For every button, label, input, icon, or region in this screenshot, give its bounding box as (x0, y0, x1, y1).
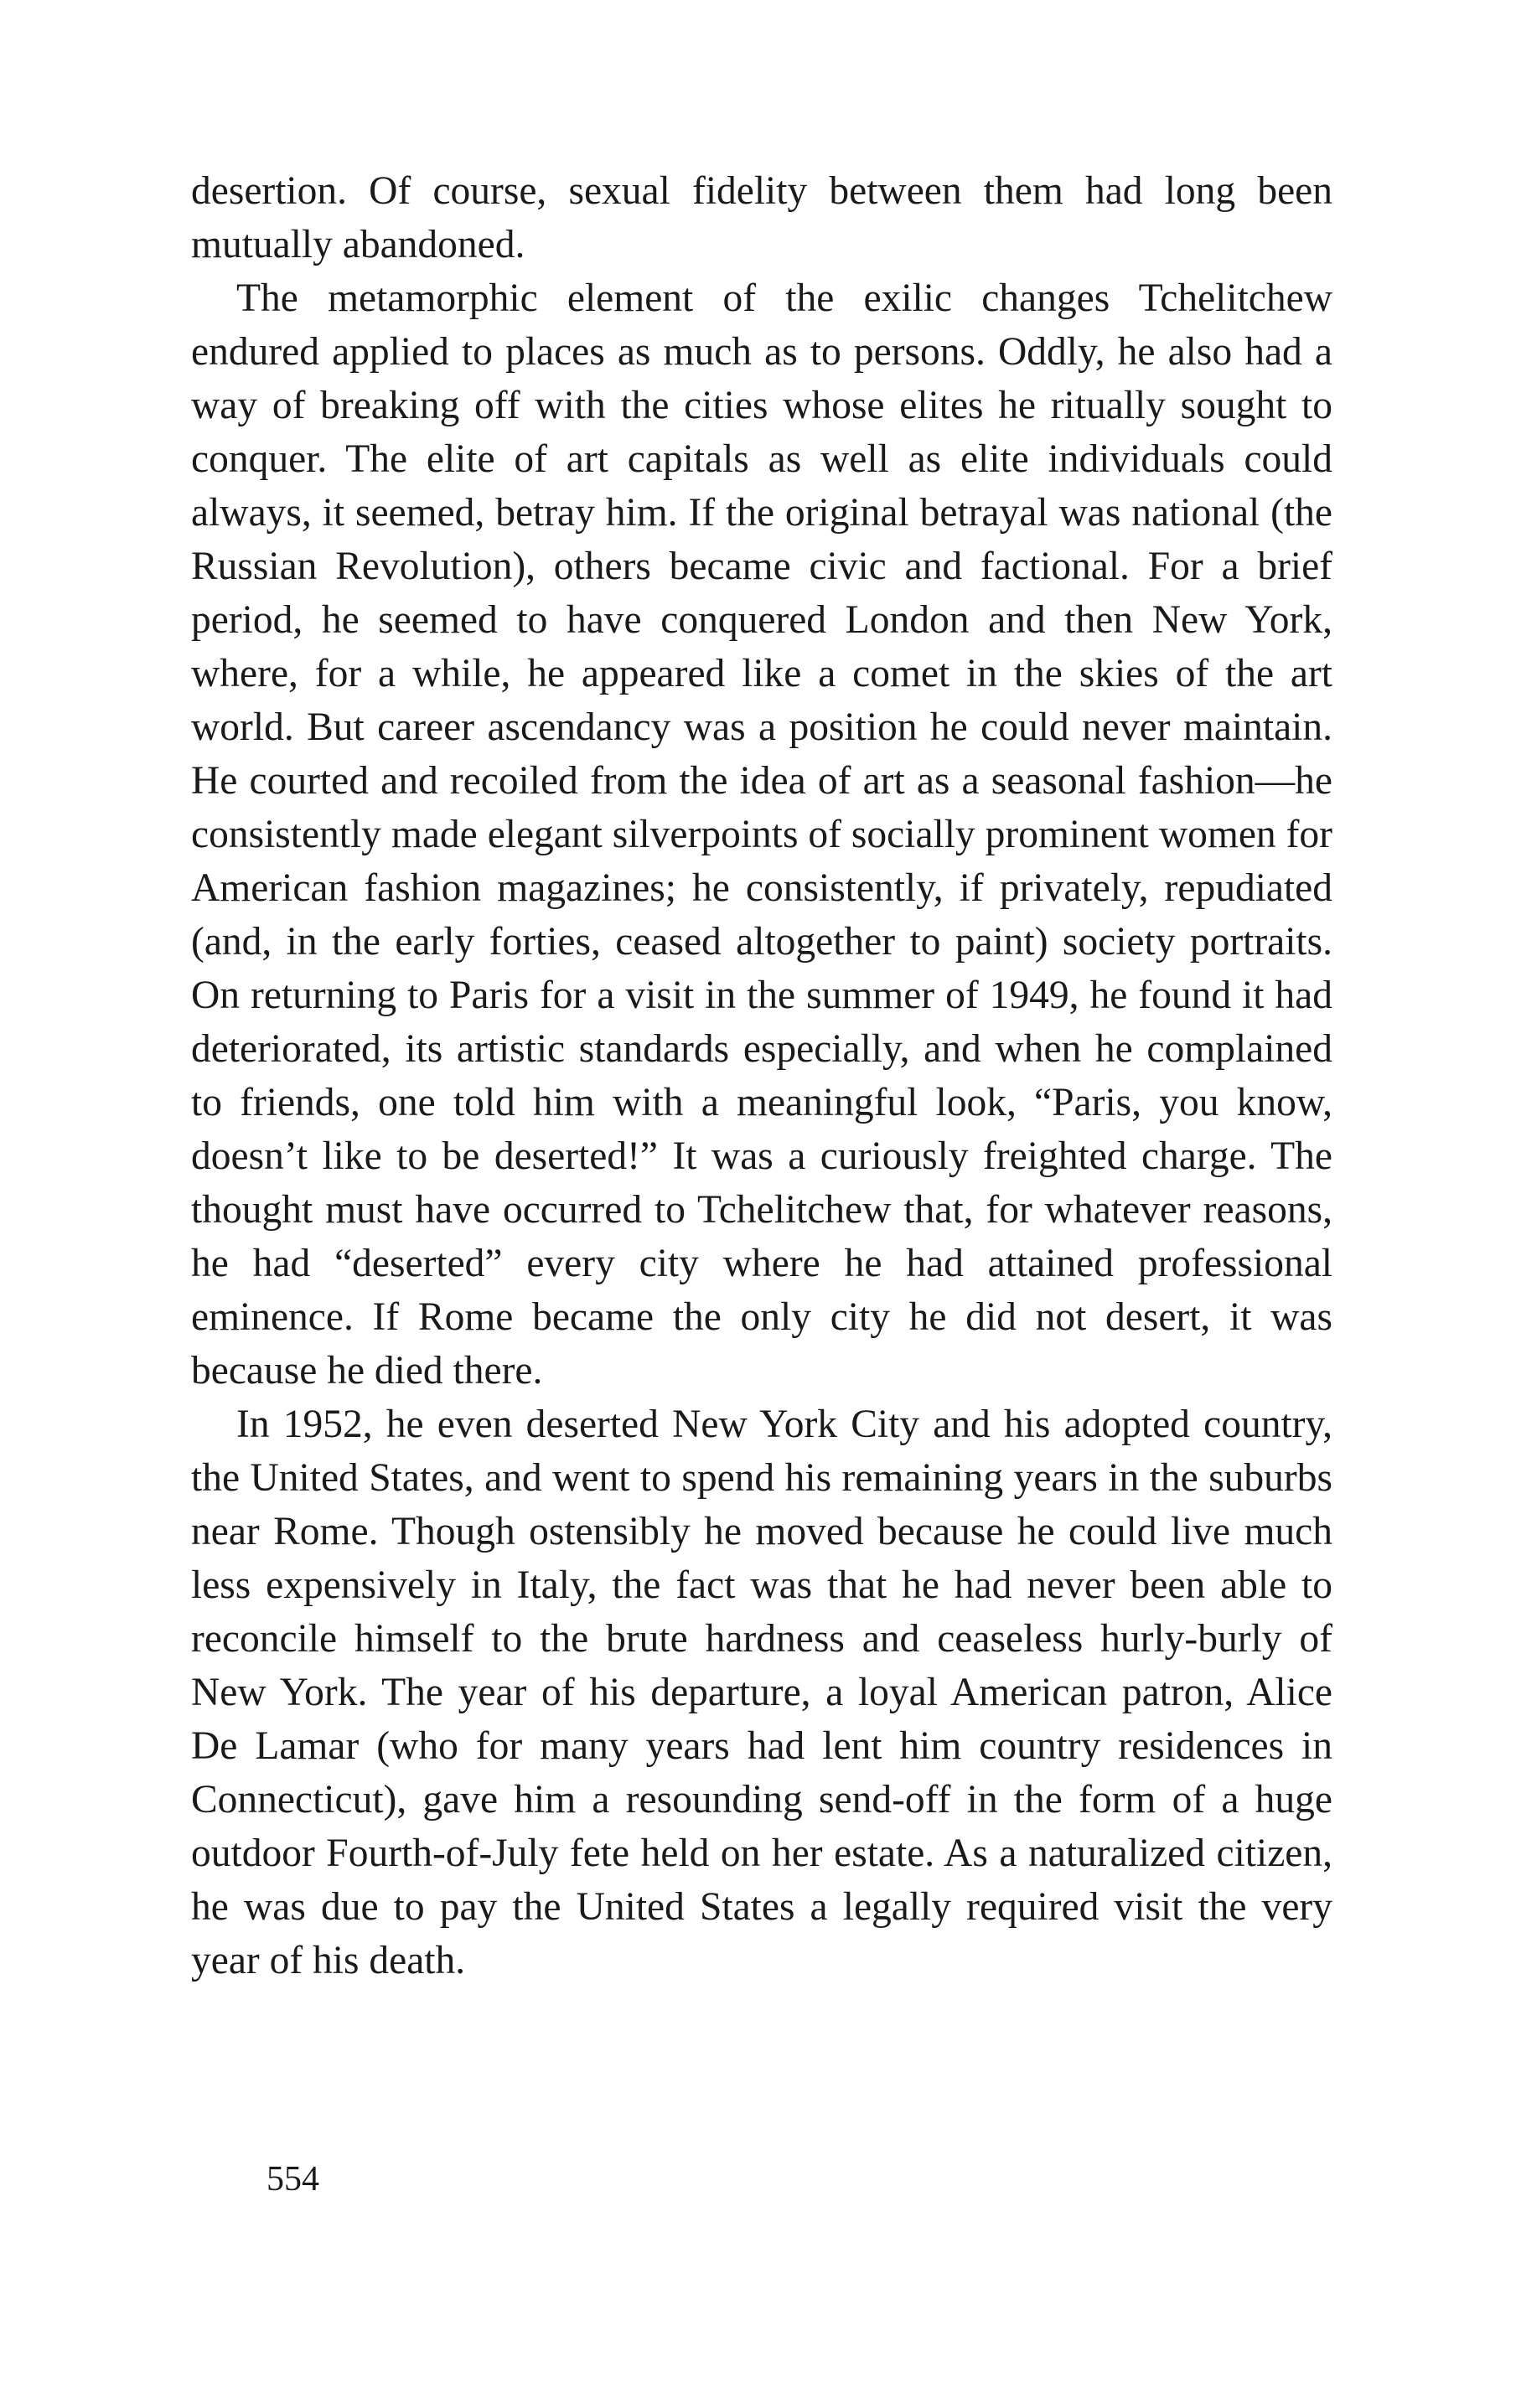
paragraph-continued: desertion. Of course, sexual fidelity between them had long been mutually abandoned. (191, 169, 1332, 266)
body-text (191, 164, 1332, 1987)
paragraph-metamorphic: The metamorphic element of the exilic changes Tchelitchew endured applied to places as much as to persons. Oddly, he also had a way of breaking off with the cities whose elites he ritually sought to conquer. The elite of art capitals as well as elite individuals could always, it seemed, betray him. If the original betrayal was national (the Russian Revolution), others became civic and factional. For a brief period, he seemed to have conquered London and then New York, where, for a while, he appeared like a comet in the skies of the art world. But career ascendancy was a position he could never maintain. He courted and recoiled from the idea of art as a seasonal fashion—he consistently made elegant silverpoints of socially prominent women for American fashion magazines; he consistently, if privately, repudiated (and, in the early forties, ceased altogether to paint) society portraits. On returning to Paris for a visit in the summer of 1949, he found it had deteriorated, its artistic standards especially, and when he complained to friends, one told him with a meaningful look, “Paris, you know, doesn’t like to be deserted!” It was a curiously freighted charge. The thought must have occurred to Tchelitchew that, for whatever reasons, he had “deserted” every city where he had attained professional eminence. If Rome became the only city he did not desert, it was because he died there. (191, 276, 1332, 1393)
paragraph-1952: In 1952, he even deserted New York City and his adopted country, the United States, and went to spend his remaining years in the suburbs near Rome. Though ostensibly he moved because he could live much less expensively in Italy, the fact was that he had never been able to reconcile himself to the brute hardness and ceaseless hurly-burly of New York. The year of his departure, a loyal American patron, Alice De Lamar (who for many years had lent him country residences in Connecticut), gave him a resounding send-off in the form of a huge outdoor Fourth-of-July fete held on her estate. As a naturalized citizen, he was due to pay the United States a legally required visit the very year of his death. (191, 1403, 1332, 1982)
page-number: 554 (266, 2160, 319, 2199)
